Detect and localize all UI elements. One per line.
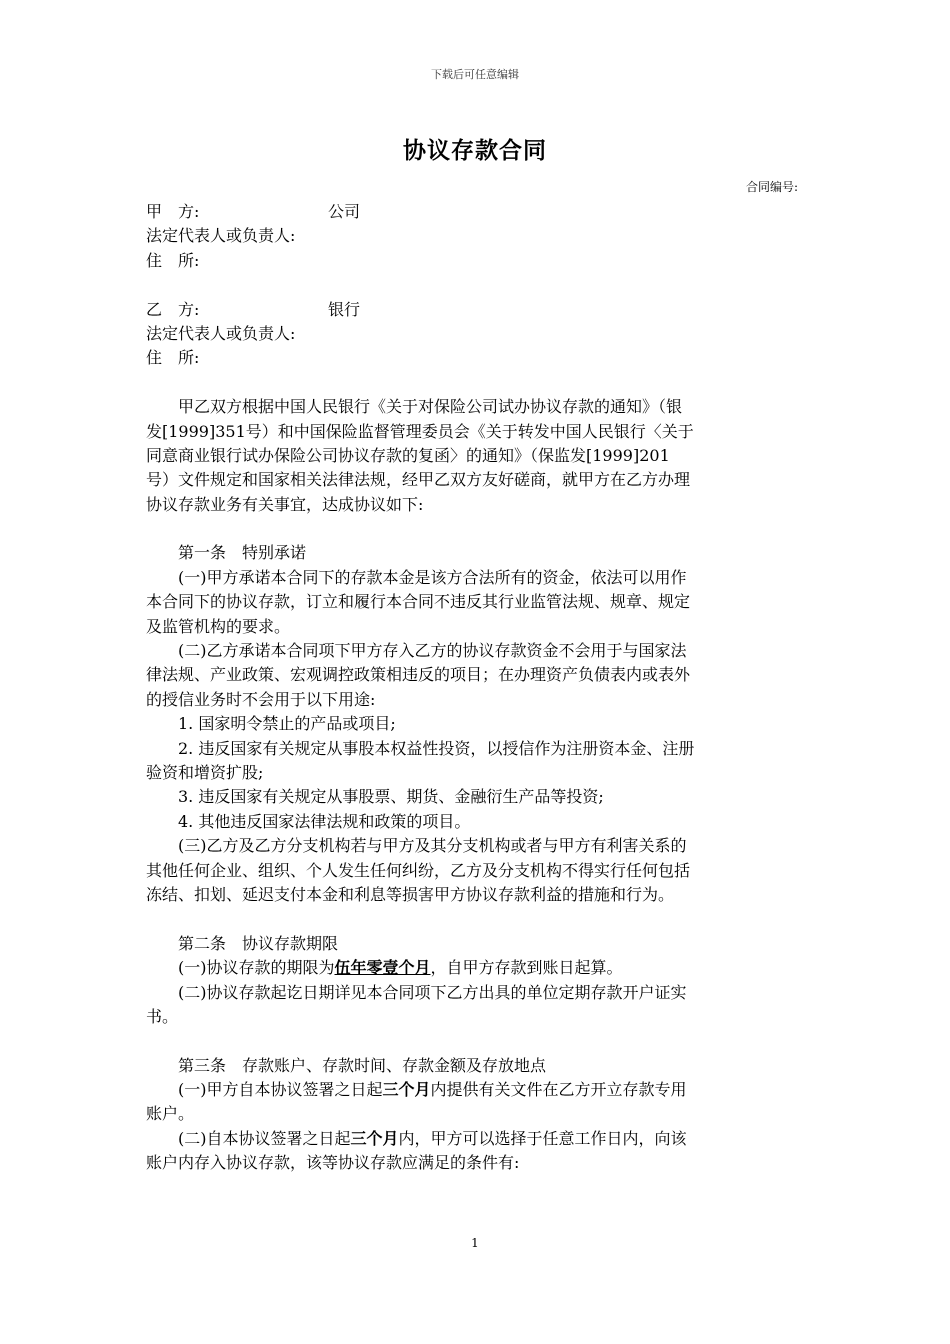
- article-3-line-2: 账户。: [146, 1104, 195, 1124]
- intro-line: 发[1999]351号）和中国保险监督管理委员会《关于转发中国人民银行〈关于: [146, 421, 694, 441]
- party-b-label: 乙 方:: [146, 299, 200, 319]
- intro-line: 同意商业银行试办保险公司协议存款的复函〉的通知》（保监发[1999]201: [146, 445, 670, 465]
- document-body: [146, 200, 804, 1176]
- document-title: 协议存款合同: [403, 137, 547, 164]
- party-a-rep: 法定代表人或负责人:: [146, 226, 296, 246]
- contract-number-label: 合同编号:: [745, 180, 798, 194]
- intro-line: 号）文件规定和国家相关法律法规，经甲乙双方友好磋商，就甲方在乙方办理: [146, 470, 691, 490]
- article-2-line-3: 书。: [146, 1006, 179, 1026]
- article-3-suffix-2: 内，甲方可以选择于任意工作日内，向该: [398, 1128, 687, 1148]
- article-1-line: 冻结、扣划、延迟支付本金和利息等损害甲方协议存款利益的措施和行为。: [146, 884, 675, 904]
- article-1-line: 其他任何企业、组织、个人发生任何纠纷，乙方及分支机构不得实行任何包括: [146, 860, 691, 880]
- party-b-rep: 法定代表人或负责人:: [146, 323, 296, 343]
- deposit-term-value: 伍年零壹个月: [334, 958, 431, 978]
- intro-line: 甲乙双方根据中国人民银行《关于对保险公司试办协议存款的通知》（银: [178, 397, 683, 417]
- party-a-line: [146, 200, 804, 224]
- article-3-line-3: [146, 1127, 804, 1151]
- article-1-line: 的授信业务时不会用于以下用途:: [146, 689, 376, 709]
- article-1-line: 本合同下的协议存款，订立和履行本合同不违反其行业监管法规、规章、规定: [146, 592, 691, 612]
- article-1-line: (二)乙方承诺本合同项下甲方存入乙方的协议存款资金不会用于与国家法: [178, 641, 687, 661]
- article-1-line: (三)乙方及乙方分支机构若与甲方及其分支机构或者与甲方有利害关系的: [178, 836, 687, 856]
- article-2-heading: 第二条 协议存款期限: [178, 933, 339, 953]
- article-1-line: 1. 国家明令禁止的产品或项目;: [178, 714, 396, 734]
- article-3-period-2: 三个月: [350, 1128, 399, 1148]
- party-a-name-suffix: 公司: [328, 202, 361, 221]
- party-b-line: [146, 298, 804, 322]
- article-3-prefix-2: (二)自本协议签署之日起: [178, 1128, 351, 1148]
- article-1-line: 及监管机构的要求。: [146, 616, 291, 636]
- article-1-line: 4. 其他违反国家法律法规和政策的项目。: [178, 811, 471, 831]
- article-1-line: 验资和增资扩股;: [146, 762, 264, 782]
- article-2-term-suffix: ，自甲方存款到账日起算。: [430, 958, 623, 978]
- party-b-address: 住 所:: [146, 348, 200, 368]
- intro-line: 协议存款业务有关事宜，达成协议如下:: [146, 494, 424, 514]
- page-header: 下载后可任意编辑: [431, 68, 519, 81]
- party-a-address: 住 所:: [146, 250, 200, 270]
- article-3-heading: 第三条 存款账户、存款时间、存款金额及存放地点: [178, 1055, 547, 1075]
- article-1-line: 律法规、产业政策、宏观调控政策相违反的项目；在办理资产负债表内或表外: [146, 665, 691, 685]
- article-3-prefix-1: (一)甲方自本协议签署之日起: [178, 1080, 383, 1100]
- article-3-line-1: [146, 1078, 804, 1102]
- page-number: 1: [471, 1236, 479, 1250]
- article-3-period-1: 三个月: [382, 1080, 431, 1100]
- article-2-term-prefix: (一)协议存款的期限为: [178, 958, 335, 978]
- article-3-line-4: 账户内存入协议存款，该等协议存款应满足的条件有:: [146, 1153, 520, 1173]
- article-2-line-2: (二)协议存款起讫日期详见本合同项下乙方出具的单位定期存款开户证实: [178, 982, 687, 1002]
- article-3-suffix-1: 内提供有关文件在乙方开立存款专用: [430, 1080, 687, 1100]
- party-b-name-suffix: 银行: [328, 299, 361, 319]
- article-2-line-1: [146, 956, 804, 980]
- article-1-line: (一)甲方承诺本合同下的存款本金是该方合法所有的资金，依法可以用作: [178, 567, 687, 587]
- article-1-line: 2. 违反国家有关规定从事股本权益性投资，以授信作为注册资本金、注册: [178, 738, 695, 758]
- article-1-heading: 第一条 特别承诺: [178, 543, 307, 563]
- party-a-label: 甲 方:: [146, 202, 200, 221]
- article-1-line: 3. 违反国家有关规定从事股票、期货、金融衍生产品等投资;: [178, 787, 604, 807]
